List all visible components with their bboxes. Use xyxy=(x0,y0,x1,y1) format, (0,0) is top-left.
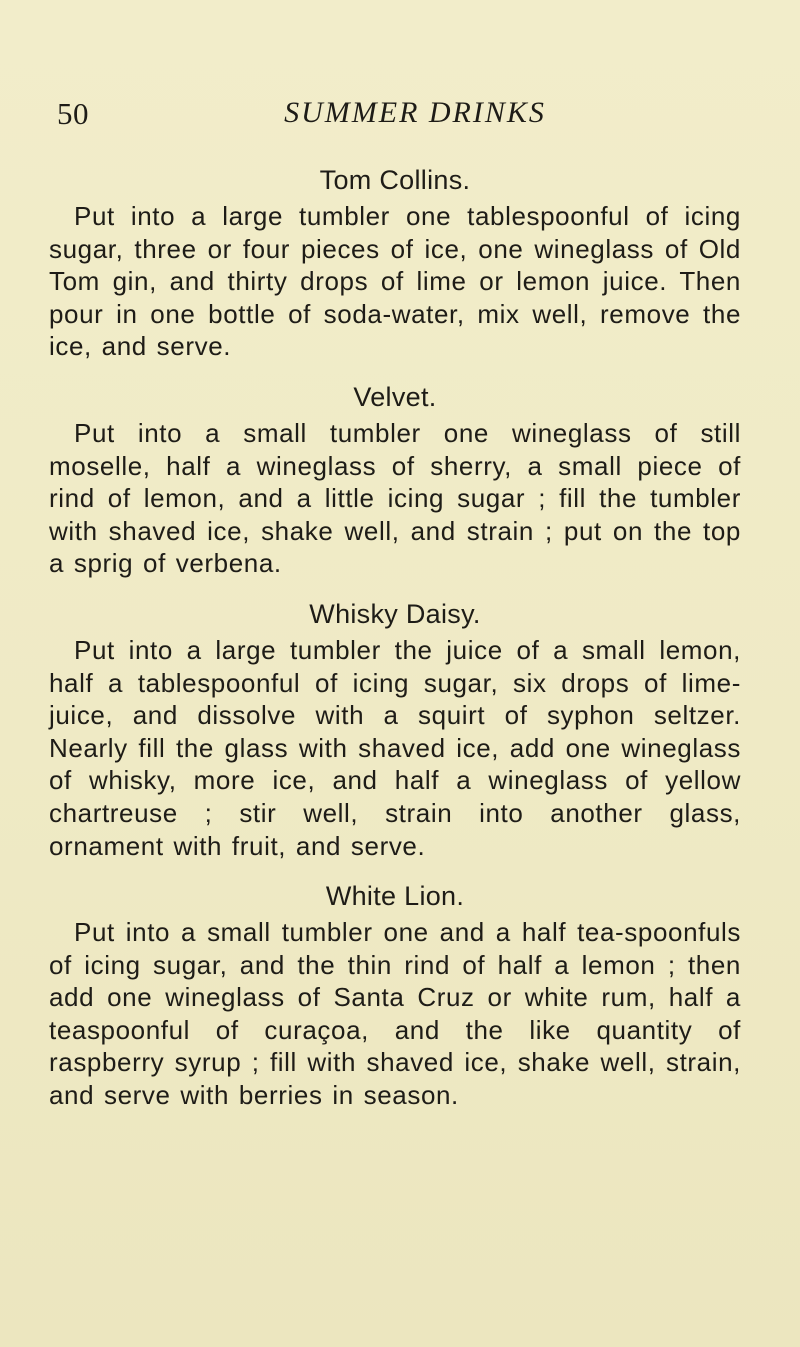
recipe-text: Put into a large tumbler the juice of a small lemon, half a tablespoonful of icing sugar, six drops of lime-juice, and dissolve with a squirt of syphon seltzer. Nearly fill the glass with shaved ice, add one wineglass of whisky, more ice, and half a wineglass of yellow chartreuse ; stir well, strain into another glass, ornament with fruit, and serve. xyxy=(49,634,741,861)
recipe-title: Whisky Daisy. xyxy=(309,598,481,629)
recipe-title: White Lion. xyxy=(325,881,465,912)
running-title: SUMMER DRINKS xyxy=(284,96,546,129)
recipe-list xyxy=(49,160,741,1126)
page-number: 50 xyxy=(57,96,89,131)
recipe-title: Velvet. xyxy=(353,381,437,412)
recipe-text: Put into a large tumbler one tablespoonful of icing sugar, three or four pieces of ice, one wineglass of Old Tom gin, and thirty drops of lime or lemon juice. Then pour in one bottle of soda-water, mix well, remove the ice, and serve. xyxy=(49,201,741,362)
recipe-text: Put into a small tumbler one and a half tea-spoonfuls of icing sugar, and the thin rind of half a lemon ; then add one wineglass of Santa Cruz or white rum, half a teaspoonful of curaçoa, and the like quantity of raspberry syrup ; fill with shaved ice, shake well, strain, and serve with berries in season. xyxy=(49,917,741,1111)
recipe-velvet xyxy=(49,377,741,580)
recipe-tom-collins xyxy=(49,160,741,363)
recipe-text: Put into a small tumbler one wineglass of still moselle, half a wineglass of sherry, a small piece of rind of lemon, and a little icing sugar ; fill the tumbler with shaved ice, shake well, and strain ; put on the top a sprig of verbena. xyxy=(49,417,741,579)
recipe-white-lion xyxy=(49,876,741,1112)
running-head xyxy=(57,96,747,136)
recipe-whisky-daisy xyxy=(49,594,741,862)
recipe-title: Tom Collins. xyxy=(319,165,471,195)
